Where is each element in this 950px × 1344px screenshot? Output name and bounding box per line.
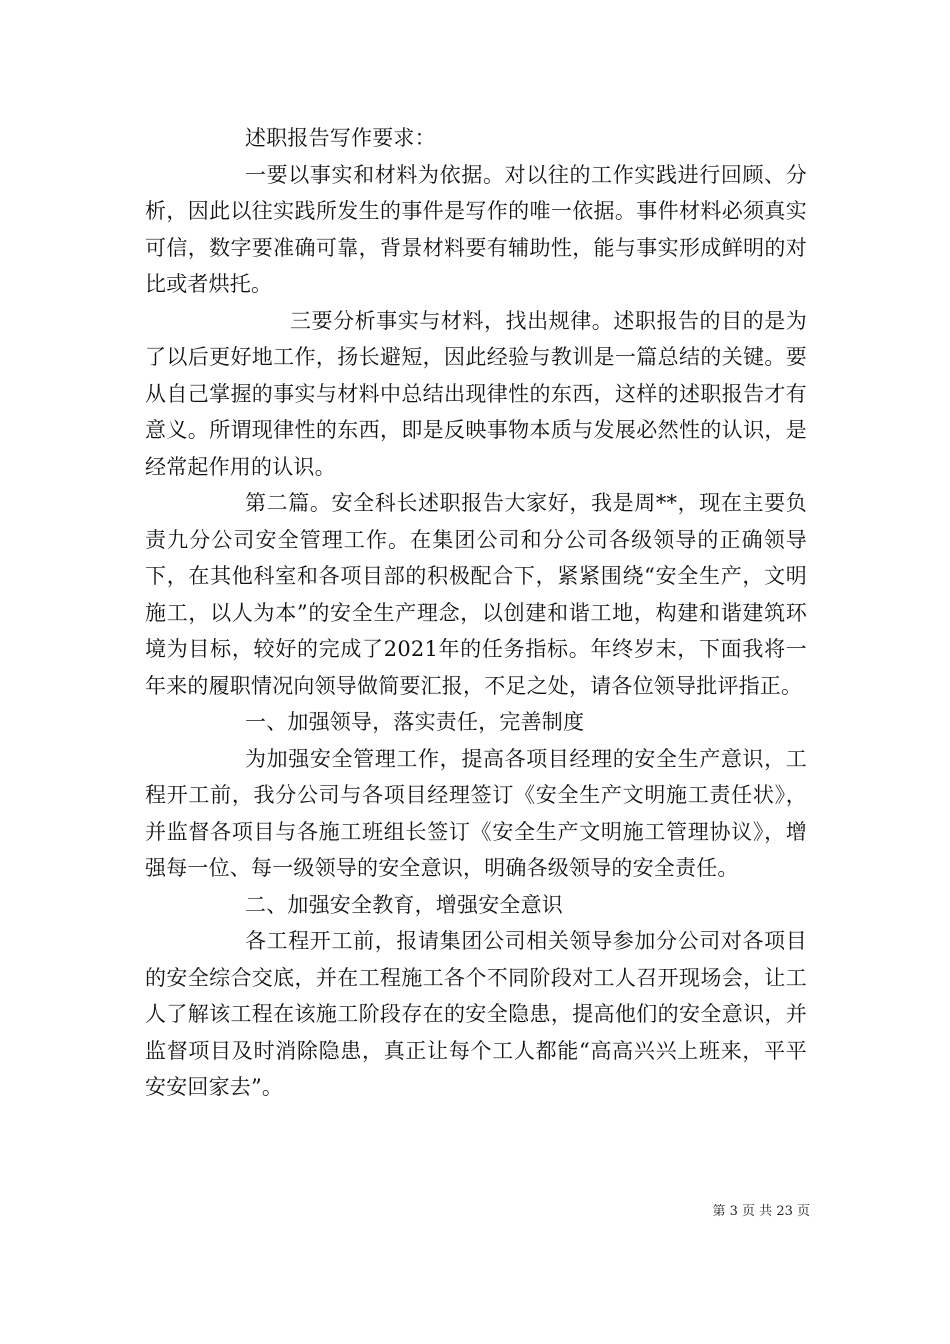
paragraph-analyze-patterns: 三要分析事实与材料，找出规律。述职报告的目的是为了以后更好地工作，扬长避短，因此经验与教训是一篇总结的关键。要从自己掌握的事实与材料中总结出现律性的东西，这样的述职报告才有意义。所谓现律性的东西，即是反映事物本质与发展必然性的认识，是经常起作用的认识。 — [145, 308, 807, 479]
paragraph-responsibility-contracts: 为加强安全管理工作，提高各项目经理的安全生产意识，工程开工前，我分公司与各项目经理签订《安全生产文明施工责任状》，并监督各项目与各施工班组长签订《安全生产文明施工管理协议》，增强每一位、每一级领导的安全意识，明确各级领导的安全责任。 — [145, 746, 807, 880]
section-heading-safety-education: 二、加强安全教育，增强安全意识 — [245, 892, 563, 917]
page-number: 第 3 页 共 23 页 — [712, 1204, 810, 1219]
section-heading-leadership: 一、加强领导，落实责任，完善制度 — [245, 710, 585, 734]
paragraph-second-report-intro: 第二篇。安全科长述职报告大家好，我是周**，现在主要负责九分公司安全管理工作。在集团公司和分公司各级领导的正确领导下，在其他科室和各项目部的积极配合下，紧紧围绕“安全生产，文明施工，以人为本”的安全生产理念，以创建和谐工地，构建和谐建筑环境为目标，较好的完成了2021年的任务指标。年终岁末，下面我将一年来的履职情况向领导做简要汇报，不足之处，请各位领导批评指正。 — [145, 491, 807, 698]
paragraph-safety-briefing: 各工程开工前，报请集团公司相关领导参加分公司对各项目的安全综合交底，并在工程施工各个不同阶段对工人召开现场会，让工人了解该工程在该施工阶段存在的安全隐患，提高他们的安全意识，并监督项目及时消除隐患，真正让每个工人都能“高高兴兴上班来，平平安安回家去”。 — [145, 929, 807, 1099]
paragraph-facts-basis: 一要以事实和材料为依据。对以往的工作实践进行回顾、分析，因此以往实践所发生的事件是写作的唯一依据。事件材料必须真实可信，数字要准确可靠，背景材料要有辅助性，能与事实形成鲜明的对比或者烘托。 — [145, 162, 807, 296]
document-body — [145, 120, 807, 1106]
heading-writing-requirements: 述职报告写作要求： — [245, 126, 436, 150]
